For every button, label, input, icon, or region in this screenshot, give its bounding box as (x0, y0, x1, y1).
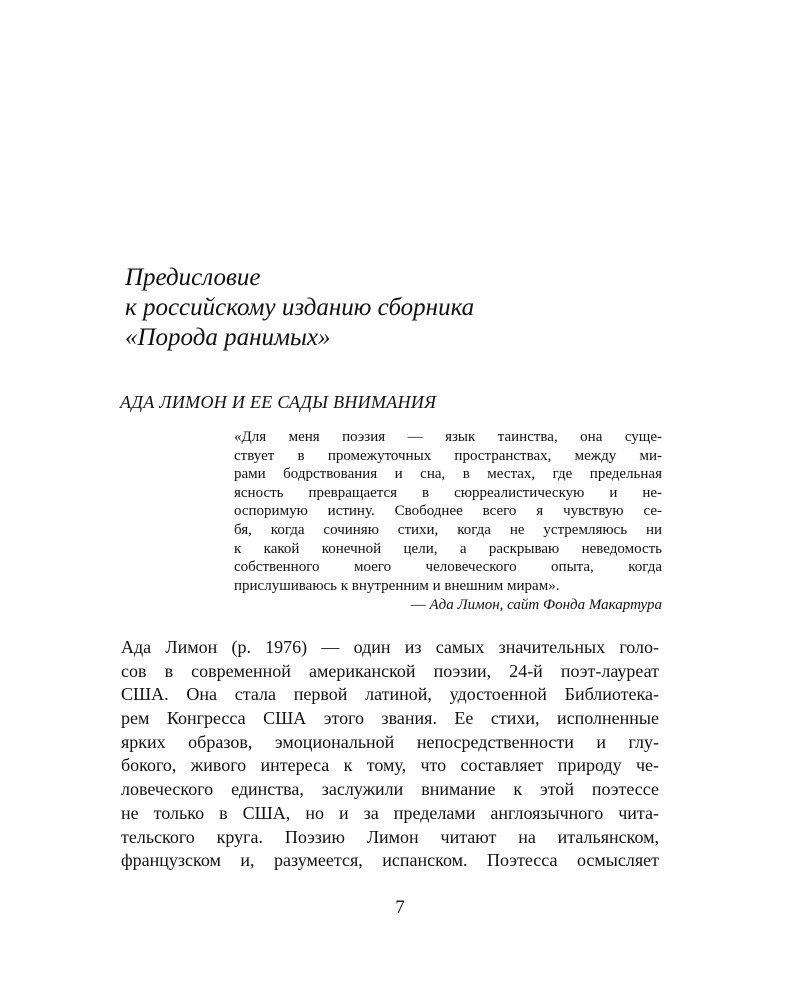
epigraph-line: рами бодрствования и сна, в местах, где предельная (234, 466, 662, 483)
body-line: ловеческого единства, заслужили внимание к этой поэтессе (121, 779, 659, 800)
body-line: бокого, живого интереса к тому, что составляет природу че- (121, 755, 659, 776)
title-line-1: Предисловие (125, 264, 261, 291)
epigraph-line: оспоримую истину. Свободнее всего я чувствую се- (234, 503, 662, 520)
epigraph-line: «Для меня поэзия — язык таинства, она суще- (234, 429, 662, 445)
page-number: 7 (395, 897, 405, 918)
body-line: ярких образов, эмоциональной непосредственности и глу- (121, 731, 659, 752)
attribution-author: Ада Лимон, сайт Фонда Макартура (429, 597, 662, 614)
body-line: сов в современной американской поэзии, 24-й поэт-лауреат (121, 660, 659, 681)
foreword-title (125, 263, 685, 353)
epigraph-line: бя, когда сочиняю стихи, когда не устремляюсь ни (234, 521, 662, 538)
section-heading: АДА ЛИМОН И ЕЕ САДЫ ВНИМАНИЯ (120, 392, 437, 412)
epigraph-line: ясность превращается в сюрреалистическую и не- (234, 484, 662, 501)
epigraph-line: собственного моего человеческого опыта, когда (234, 559, 662, 576)
epigraph-line: к какой конечной цели, а раскрываю неведомость (234, 540, 662, 557)
body-paragraph (121, 636, 659, 873)
title-line-3: «Порода ранимых» (125, 324, 331, 351)
body-line: рем Конгресса США этого звания. Ее стихи, исполненные (121, 708, 659, 729)
attribution-dash: — (410, 597, 426, 614)
body-line: не только в США, но и за пределами англоязычного чита- (121, 802, 659, 823)
body-line: Ада Лимон (р. 1976) — один из самых значительных голо- (121, 637, 659, 657)
epigraph (234, 428, 662, 615)
epigraph-attribution (234, 595, 662, 615)
epigraph-line: ствует в промежуточных пространствах, между ми- (234, 447, 662, 464)
body-line: тельского круга. Поэзию Лимон читают на итальянском, (121, 826, 659, 847)
body-line: французском и, разумеется, испанском. Поэтесса осмысляет (121, 850, 659, 871)
title-line-2: к российскому изданию сборника (125, 294, 475, 321)
body-line: США. Она стала первой латиной, удостоенной Библиотека- (121, 684, 659, 705)
epigraph-line: прислушиваюсь к внутренним и внешним мирам». (234, 577, 560, 594)
